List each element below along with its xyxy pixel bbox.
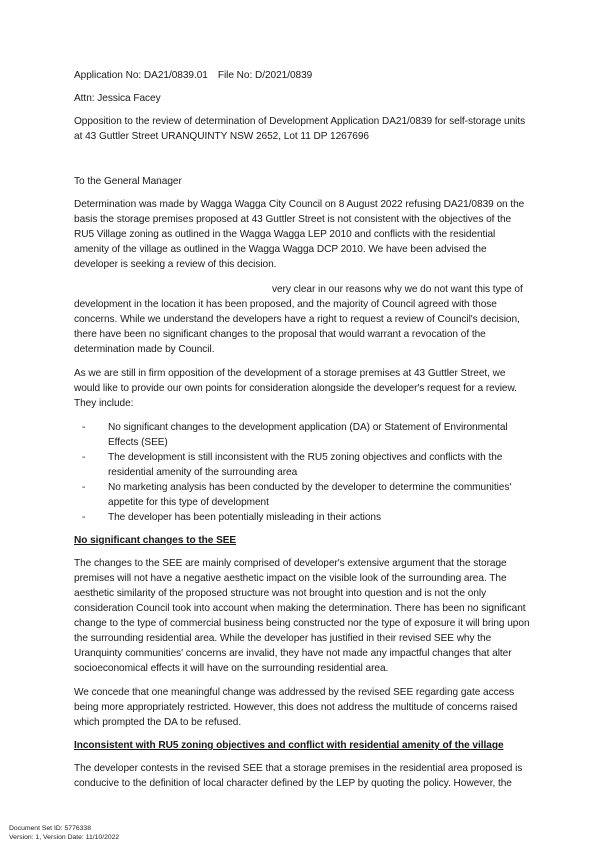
reference-line bbox=[74, 68, 530, 83]
paragraph-determination: Determination was made by Wagga Wagga City Council on 8 August 2022 refusing DA21/0839 on the basis the storage premises proposed at 43 Guttler Street is not consistent with the objectives of the RU5 Village zoning as outlined in the Wagga Wagga LEP 2010 and conflicts with the residential amenity of the village as outlined in the Wagga Wagga DCP 2010. We have been advised the developer is seeking a review of this decision. bbox=[74, 199, 525, 270]
version-info: Version: 1, Version Date: 11/10/2022 bbox=[9, 834, 120, 841]
list-item-text: No significant changes to the development application (DA) or Statement of Environmental Effects (SEE) bbox=[108, 422, 508, 448]
file-number: File No: D/2021/0839 bbox=[217, 70, 313, 81]
paragraph-local-character: The developer contests in the revised SEE that a storage premises in the residential area proposed is conducive to the definition of local character defined by the LEP by quoting the policy. However, the bbox=[74, 763, 523, 789]
points-list bbox=[74, 420, 530, 525]
letter-body bbox=[74, 68, 530, 791]
document-set-id: Document Set ID: 5776338 bbox=[9, 825, 91, 832]
bullet-marker: - bbox=[82, 422, 86, 433]
bullet-marker: - bbox=[82, 452, 86, 463]
paragraph-opposition: As we are still in firm opposition of the development of a storage premises at 43 Guttler Street, we would like to provide our own points for consideration alongside the developer's request for a review. They include: bbox=[74, 368, 517, 409]
application-number: Application No: DA21/0839.01 bbox=[74, 70, 208, 81]
list-item-text: The development is still inconsistent with the RU5 zoning objectives and conflicts with the residential amenity of the surrounding area bbox=[108, 452, 503, 478]
paragraph-see-changes: The changes to the SEE are mainly comprised of developer's extensive argument that the storage premises will not have a negative aesthetic impact on the visible look of the surrounding area. The aesthetic similarity of the proposed structure was not brought into question and is not the only consideration Council took into account when making the determination. There has been no significant change to the type of commercial business being constructed nor the type of exposure it will bring upon the surrounding residential area. While the developer has justified in their revised SEE why the Uranquinty communities' concerns are invalid, they have not made any impactful changes that alter socioeconomical effects it will have on the surrounding residential area. bbox=[74, 558, 530, 674]
section-heading-zoning: Inconsistent with RU5 zoning objectives and conflict with residential amenity of the village bbox=[74, 740, 504, 751]
list-item-text: The developer has been potentially misleading in their actions bbox=[108, 512, 381, 523]
paragraph-community-concerns-text: very clear in our reasons why we do not want this type of development in the location it has been proposed, and the majority of Council agreed with those concerns. While we understand the developers have a right to request a review of Council's decision, there have been no significant changes to the proposal that would warrant a revocation of the determination made by Council. bbox=[74, 284, 523, 355]
list-item bbox=[74, 450, 530, 480]
attention-line: Attn: Jessica Facey bbox=[74, 93, 161, 104]
bullet-marker: - bbox=[82, 512, 86, 523]
salutation: To the General Manager bbox=[74, 176, 182, 187]
list-item bbox=[74, 510, 530, 525]
list-item-text: No marketing analysis has been conducted by the developer to determine the communities' appetite for this type of development bbox=[108, 482, 512, 508]
paragraph-gate-access: We concede that one meaningful change was addressed by the revised SEE regarding gate access being more appropriately restricted. However, this does not address the multitude of concerns raised which prompted the DA to be refused. bbox=[74, 687, 518, 728]
list-item bbox=[74, 480, 530, 510]
list-item bbox=[74, 420, 530, 450]
bullet-marker: - bbox=[82, 482, 86, 493]
section-heading-no-changes: No significant changes to the SEE bbox=[74, 535, 237, 546]
subject-line: Opposition to the review of determination of Development Application DA21/0839 for self-storage units at 43 Guttler Street URANQUINTY NSW 2652, Lot 11 DP 1267696 bbox=[74, 116, 526, 142]
document-footer bbox=[9, 824, 119, 842]
paragraph-community-concerns bbox=[74, 282, 530, 357]
